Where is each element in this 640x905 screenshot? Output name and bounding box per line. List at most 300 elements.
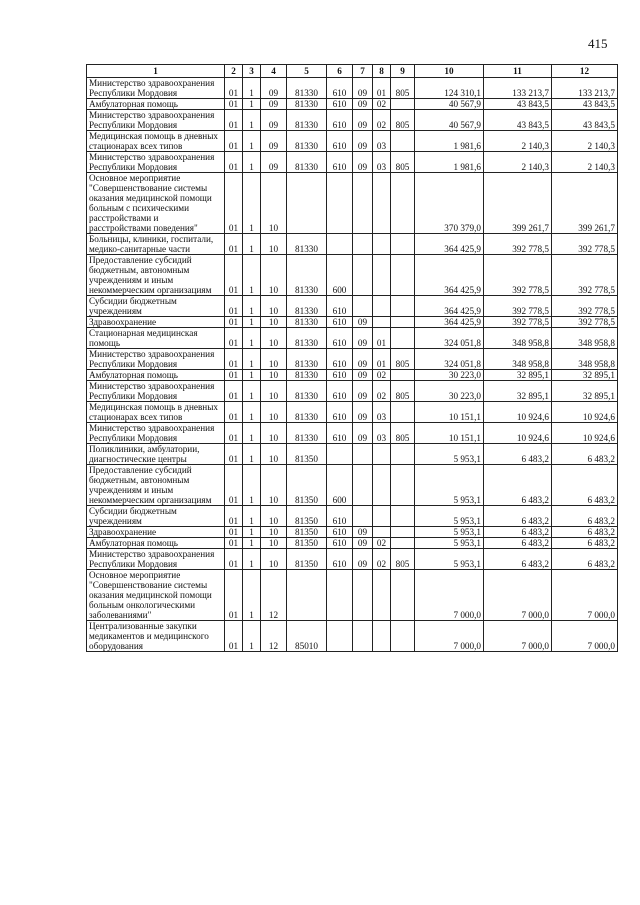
code-cell: 1 (243, 370, 261, 381)
code-cell (353, 173, 373, 234)
code-cell: 81330 (287, 370, 327, 381)
amount-cell: 6 483,2 (484, 506, 552, 527)
amount-cell: 392 778,5 (484, 317, 552, 328)
code-cell: 610 (327, 506, 353, 527)
code-cell (353, 570, 373, 621)
code-cell: 85010 (287, 621, 327, 652)
code-cell: 01 (225, 444, 243, 465)
code-cell: 81350 (287, 465, 327, 506)
code-cell: 09 (353, 317, 373, 328)
code-cell: 01 (225, 349, 243, 370)
table-row (87, 234, 618, 255)
code-cell: 02 (373, 99, 391, 110)
code-cell: 81330 (287, 296, 327, 317)
column-header: 3 (243, 65, 261, 78)
column-header: 1 (87, 65, 225, 78)
code-cell: 10 (261, 328, 287, 349)
amount-cell: 348 958,8 (552, 328, 618, 349)
amount-cell: 6 483,2 (552, 465, 618, 506)
amount-cell: 10 924,6 (552, 402, 618, 423)
code-cell (373, 621, 391, 652)
amount-cell: 6 483,2 (552, 527, 618, 538)
code-cell (391, 328, 415, 349)
code-cell: 1 (243, 328, 261, 349)
code-cell: 1 (243, 444, 261, 465)
table-row (87, 328, 618, 349)
code-cell: 09 (261, 110, 287, 131)
code-cell: 01 (225, 370, 243, 381)
amount-cell: 40 567,9 (415, 110, 484, 131)
column-header: 11 (484, 65, 552, 78)
code-cell: 81330 (287, 110, 327, 131)
table-row (87, 527, 618, 538)
amount-cell: 10 151,1 (415, 423, 484, 444)
code-cell (373, 173, 391, 234)
code-cell: 01 (373, 349, 391, 370)
code-cell: 81330 (287, 78, 327, 99)
code-cell: 81330 (287, 152, 327, 173)
code-cell (391, 402, 415, 423)
amount-cell: 10 151,1 (415, 402, 484, 423)
code-cell: 81350 (287, 444, 327, 465)
row-name-cell: Централизованные закупки медикаментов и медицинского оборудования (87, 621, 225, 652)
amount-cell: 348 958,8 (484, 349, 552, 370)
code-cell: 03 (373, 131, 391, 152)
code-cell: 10 (261, 296, 287, 317)
code-cell: 81350 (287, 506, 327, 527)
code-cell: 81350 (287, 549, 327, 570)
code-cell: 610 (327, 370, 353, 381)
code-cell: 610 (327, 328, 353, 349)
code-cell: 1 (243, 465, 261, 506)
code-cell: 01 (225, 296, 243, 317)
code-cell: 81330 (287, 317, 327, 328)
amount-cell: 43 843,5 (552, 110, 618, 131)
row-name-cell: Стационарная медицинская помощь (87, 328, 225, 349)
code-cell: 600 (327, 465, 353, 506)
amount-cell: 32 895,1 (552, 370, 618, 381)
amount-cell: 7 000,0 (552, 570, 618, 621)
table-row (87, 255, 618, 296)
amount-cell: 6 483,2 (552, 538, 618, 549)
row-name-cell: Медицинская помощь в дневных стационарах всех типов (87, 131, 225, 152)
amount-cell: 43 843,5 (552, 99, 618, 110)
code-cell: 610 (327, 78, 353, 99)
amount-cell: 7 000,0 (552, 621, 618, 652)
code-cell: 610 (327, 381, 353, 402)
row-name-cell: Министерство здравоохранения Республики Мордовия (87, 152, 225, 173)
code-cell: 10 (261, 506, 287, 527)
amount-cell: 133 213,7 (552, 78, 618, 99)
code-cell: 805 (391, 549, 415, 570)
row-name-cell: Амбулаторная помощь (87, 538, 225, 549)
code-cell: 01 (225, 328, 243, 349)
code-cell (287, 173, 327, 234)
code-cell: 805 (391, 152, 415, 173)
table-row (87, 349, 618, 370)
table-row (87, 173, 618, 234)
code-cell: 81350 (287, 527, 327, 538)
code-cell: 01 (225, 621, 243, 652)
amount-cell: 6 483,2 (552, 506, 618, 527)
amount-cell: 6 483,2 (484, 527, 552, 538)
amount-cell: 6 483,2 (484, 444, 552, 465)
code-cell: 1 (243, 317, 261, 328)
code-cell: 81330 (287, 423, 327, 444)
code-cell: 10 (261, 370, 287, 381)
amount-cell: 5 953,1 (415, 527, 484, 538)
code-cell (373, 255, 391, 296)
amount-cell: 30 223,0 (415, 370, 484, 381)
code-cell: 1 (243, 570, 261, 621)
code-cell (391, 296, 415, 317)
table-row (87, 152, 618, 173)
column-header: 8 (373, 65, 391, 78)
code-cell: 10 (261, 255, 287, 296)
amount-cell: 7 000,0 (415, 621, 484, 652)
code-cell: 01 (225, 402, 243, 423)
code-cell (391, 570, 415, 621)
code-cell: 01 (225, 255, 243, 296)
code-cell: 01 (225, 465, 243, 506)
amount-cell: 5 953,1 (415, 444, 484, 465)
code-cell: 1 (243, 527, 261, 538)
code-cell: 03 (373, 402, 391, 423)
code-cell: 01 (225, 99, 243, 110)
code-cell: 01 (373, 328, 391, 349)
code-cell: 10 (261, 402, 287, 423)
table-row (87, 110, 618, 131)
row-name-cell: Предоставление субсидий бюджетным, автономным учреждениям и иным некоммерческим организациям (87, 465, 225, 506)
code-cell: 610 (327, 402, 353, 423)
table-row (87, 99, 618, 110)
code-cell (353, 234, 373, 255)
amount-cell: 364 425,9 (415, 255, 484, 296)
code-cell: 1 (243, 78, 261, 99)
code-cell: 1 (243, 296, 261, 317)
code-cell: 1 (243, 621, 261, 652)
table-row (87, 402, 618, 423)
table-body (87, 65, 618, 652)
code-cell: 01 (225, 381, 243, 402)
code-cell: 610 (327, 152, 353, 173)
table-row (87, 570, 618, 621)
table-row (87, 296, 618, 317)
code-cell: 1 (243, 402, 261, 423)
amount-cell: 6 483,2 (552, 549, 618, 570)
code-cell: 1 (243, 110, 261, 131)
row-name-cell: Субсидии бюджетным учреждениям (87, 506, 225, 527)
code-cell: 09 (261, 152, 287, 173)
amount-cell: 2 140,3 (484, 152, 552, 173)
column-header: 2 (225, 65, 243, 78)
code-cell (373, 527, 391, 538)
amount-cell: 10 924,6 (484, 423, 552, 444)
table-row (87, 506, 618, 527)
code-cell: 02 (373, 549, 391, 570)
amount-cell: 324 051,8 (415, 328, 484, 349)
code-cell: 01 (225, 527, 243, 538)
amount-cell: 348 958,8 (484, 328, 552, 349)
amount-cell: 7 000,0 (484, 621, 552, 652)
code-cell (391, 465, 415, 506)
code-cell: 03 (373, 152, 391, 173)
amount-cell: 364 425,9 (415, 234, 484, 255)
code-cell: 10 (261, 444, 287, 465)
code-cell (373, 234, 391, 255)
amount-cell: 2 140,3 (552, 152, 618, 173)
table-row (87, 423, 618, 444)
code-cell: 01 (225, 173, 243, 234)
code-cell: 12 (261, 621, 287, 652)
code-cell: 610 (327, 110, 353, 131)
table-row (87, 444, 618, 465)
code-cell: 02 (373, 370, 391, 381)
row-name-cell: Министерство здравоохранения Республики Мордовия (87, 110, 225, 131)
code-cell: 02 (373, 381, 391, 402)
amount-cell: 6 483,2 (484, 549, 552, 570)
code-cell: 610 (327, 527, 353, 538)
amount-cell: 7 000,0 (484, 570, 552, 621)
amount-cell: 370 379,0 (415, 173, 484, 234)
code-cell: 09 (353, 349, 373, 370)
amount-cell: 392 778,5 (552, 317, 618, 328)
code-cell: 10 (261, 381, 287, 402)
table-row (87, 549, 618, 570)
code-cell: 81330 (287, 402, 327, 423)
code-cell: 1 (243, 152, 261, 173)
code-cell (391, 255, 415, 296)
row-name-cell: Основное мероприятие "Совершенствование системы оказания медицинской помощи больным онкологическими заболеваниями" (87, 570, 225, 621)
code-cell: 09 (261, 78, 287, 99)
table-header-row (87, 65, 618, 78)
code-cell: 610 (327, 296, 353, 317)
code-cell: 10 (261, 317, 287, 328)
code-cell: 09 (353, 152, 373, 173)
code-cell: 610 (327, 99, 353, 110)
code-cell (373, 296, 391, 317)
code-cell (391, 527, 415, 538)
code-cell (391, 506, 415, 527)
code-cell: 610 (327, 423, 353, 444)
amount-cell: 32 895,1 (484, 370, 552, 381)
code-cell (391, 99, 415, 110)
amount-cell: 5 953,1 (415, 538, 484, 549)
amount-cell: 324 051,8 (415, 349, 484, 370)
code-cell (391, 234, 415, 255)
column-header: 6 (327, 65, 353, 78)
code-cell: 10 (261, 527, 287, 538)
column-header: 7 (353, 65, 373, 78)
table-row (87, 131, 618, 152)
code-cell: 10 (261, 423, 287, 444)
row-name-cell: Основное мероприятие "Совершенствование системы оказания медицинской помощи больным с психическими расстройствами и расстройствами поведения" (87, 173, 225, 234)
code-cell (353, 444, 373, 465)
amount-cell: 43 843,5 (484, 99, 552, 110)
code-cell: 01 (225, 78, 243, 99)
column-header: 12 (552, 65, 618, 78)
code-cell: 81330 (287, 349, 327, 370)
code-cell: 1 (243, 99, 261, 110)
code-cell: 09 (353, 110, 373, 131)
column-header: 10 (415, 65, 484, 78)
amount-cell: 40 567,9 (415, 99, 484, 110)
row-name-cell: Министерство здравоохранения Республики Мордовия (87, 423, 225, 444)
code-cell (391, 131, 415, 152)
code-cell (353, 296, 373, 317)
code-cell: 1 (243, 506, 261, 527)
amount-cell: 392 778,5 (552, 234, 618, 255)
code-cell: 81330 (287, 255, 327, 296)
amount-cell: 348 958,8 (552, 349, 618, 370)
code-cell: 09 (353, 549, 373, 570)
code-cell (391, 317, 415, 328)
code-cell: 805 (391, 349, 415, 370)
code-cell: 1 (243, 538, 261, 549)
code-cell: 10 (261, 173, 287, 234)
code-cell (353, 506, 373, 527)
table-row (87, 317, 618, 328)
code-cell: 81330 (287, 381, 327, 402)
code-cell: 09 (353, 131, 373, 152)
row-name-cell: Министерство здравоохранения Республики Мордовия (87, 549, 225, 570)
code-cell (353, 465, 373, 506)
code-cell: 03 (373, 423, 391, 444)
amount-cell: 2 140,3 (552, 131, 618, 152)
code-cell (373, 465, 391, 506)
code-cell (353, 621, 373, 652)
code-cell: 1 (243, 131, 261, 152)
amount-cell: 124 310,1 (415, 78, 484, 99)
code-cell (373, 317, 391, 328)
amount-cell: 364 425,9 (415, 296, 484, 317)
table-row (87, 621, 618, 652)
amount-cell: 2 140,3 (484, 131, 552, 152)
amount-cell: 10 924,6 (484, 402, 552, 423)
code-cell: 1 (243, 423, 261, 444)
code-cell: 10 (261, 549, 287, 570)
amount-cell: 43 843,5 (484, 110, 552, 131)
code-cell (327, 173, 353, 234)
code-cell: 805 (391, 381, 415, 402)
code-cell: 01 (225, 549, 243, 570)
amount-cell: 30 223,0 (415, 381, 484, 402)
code-cell: 09 (353, 381, 373, 402)
column-header: 9 (391, 65, 415, 78)
row-name-cell: Здравоохранение (87, 317, 225, 328)
amount-cell: 392 778,5 (552, 255, 618, 296)
code-cell: 610 (327, 538, 353, 549)
amount-cell: 32 895,1 (552, 381, 618, 402)
code-cell: 01 (225, 570, 243, 621)
code-cell: 09 (353, 328, 373, 349)
amount-cell: 6 483,2 (552, 444, 618, 465)
code-cell: 610 (327, 317, 353, 328)
code-cell: 81330 (287, 328, 327, 349)
row-name-cell: Здравоохранение (87, 527, 225, 538)
amount-cell: 5 953,1 (415, 465, 484, 506)
code-cell: 09 (261, 131, 287, 152)
code-cell (353, 255, 373, 296)
table-row (87, 538, 618, 549)
code-cell (327, 621, 353, 652)
code-cell: 1 (243, 234, 261, 255)
code-cell: 805 (391, 110, 415, 131)
row-name-cell: Медицинская помощь в дневных стационарах всех типов (87, 402, 225, 423)
amount-cell: 5 953,1 (415, 506, 484, 527)
page-number: 415 (588, 36, 608, 51)
code-cell (373, 570, 391, 621)
code-cell (391, 621, 415, 652)
table-row (87, 465, 618, 506)
code-cell: 09 (353, 423, 373, 444)
code-cell (327, 570, 353, 621)
code-cell: 600 (327, 255, 353, 296)
code-cell: 01 (225, 152, 243, 173)
code-cell: 09 (353, 78, 373, 99)
table-row (87, 78, 618, 99)
code-cell: 81350 (287, 538, 327, 549)
amount-cell: 32 895,1 (484, 381, 552, 402)
code-cell (391, 444, 415, 465)
table-row (87, 381, 618, 402)
code-cell: 81330 (287, 99, 327, 110)
code-cell: 10 (261, 234, 287, 255)
column-header: 5 (287, 65, 327, 78)
row-name-cell: Министерство здравоохранения Республики Мордовия (87, 349, 225, 370)
amount-cell: 1 981,6 (415, 152, 484, 173)
amount-cell: 392 778,5 (484, 255, 552, 296)
row-name-cell: Министерство здравоохранения Республики Мордовия (87, 381, 225, 402)
code-cell: 12 (261, 570, 287, 621)
code-cell: 1 (243, 381, 261, 402)
budget-table (86, 64, 618, 652)
code-cell (327, 444, 353, 465)
code-cell: 01 (225, 317, 243, 328)
row-name-cell: Больницы, клиники, госпитали, медико-санитарные части (87, 234, 225, 255)
code-cell (391, 173, 415, 234)
code-cell: 1 (243, 255, 261, 296)
code-cell: 610 (327, 349, 353, 370)
row-name-cell: Поликлиники, амбулатории, диагностические центры (87, 444, 225, 465)
code-cell: 01 (225, 423, 243, 444)
code-cell (373, 444, 391, 465)
amount-cell: 392 778,5 (552, 296, 618, 317)
amount-cell: 364 425,9 (415, 317, 484, 328)
code-cell (287, 570, 327, 621)
amount-cell: 1 981,6 (415, 131, 484, 152)
code-cell (327, 234, 353, 255)
code-cell: 01 (373, 78, 391, 99)
code-cell: 1 (243, 173, 261, 234)
code-cell: 01 (225, 506, 243, 527)
code-cell: 09 (353, 370, 373, 381)
code-cell: 02 (373, 110, 391, 131)
code-cell: 81330 (287, 234, 327, 255)
row-name-cell: Амбулаторная помощь (87, 370, 225, 381)
code-cell: 81330 (287, 131, 327, 152)
code-cell: 10 (261, 349, 287, 370)
row-name-cell: Субсидии бюджетным учреждениям (87, 296, 225, 317)
code-cell: 01 (225, 110, 243, 131)
code-cell (391, 538, 415, 549)
amount-cell: 399 261,7 (484, 173, 552, 234)
code-cell: 1 (243, 549, 261, 570)
code-cell: 10 (261, 465, 287, 506)
amount-cell: 7 000,0 (415, 570, 484, 621)
code-cell: 01 (225, 234, 243, 255)
row-name-cell: Амбулаторная помощь (87, 99, 225, 110)
